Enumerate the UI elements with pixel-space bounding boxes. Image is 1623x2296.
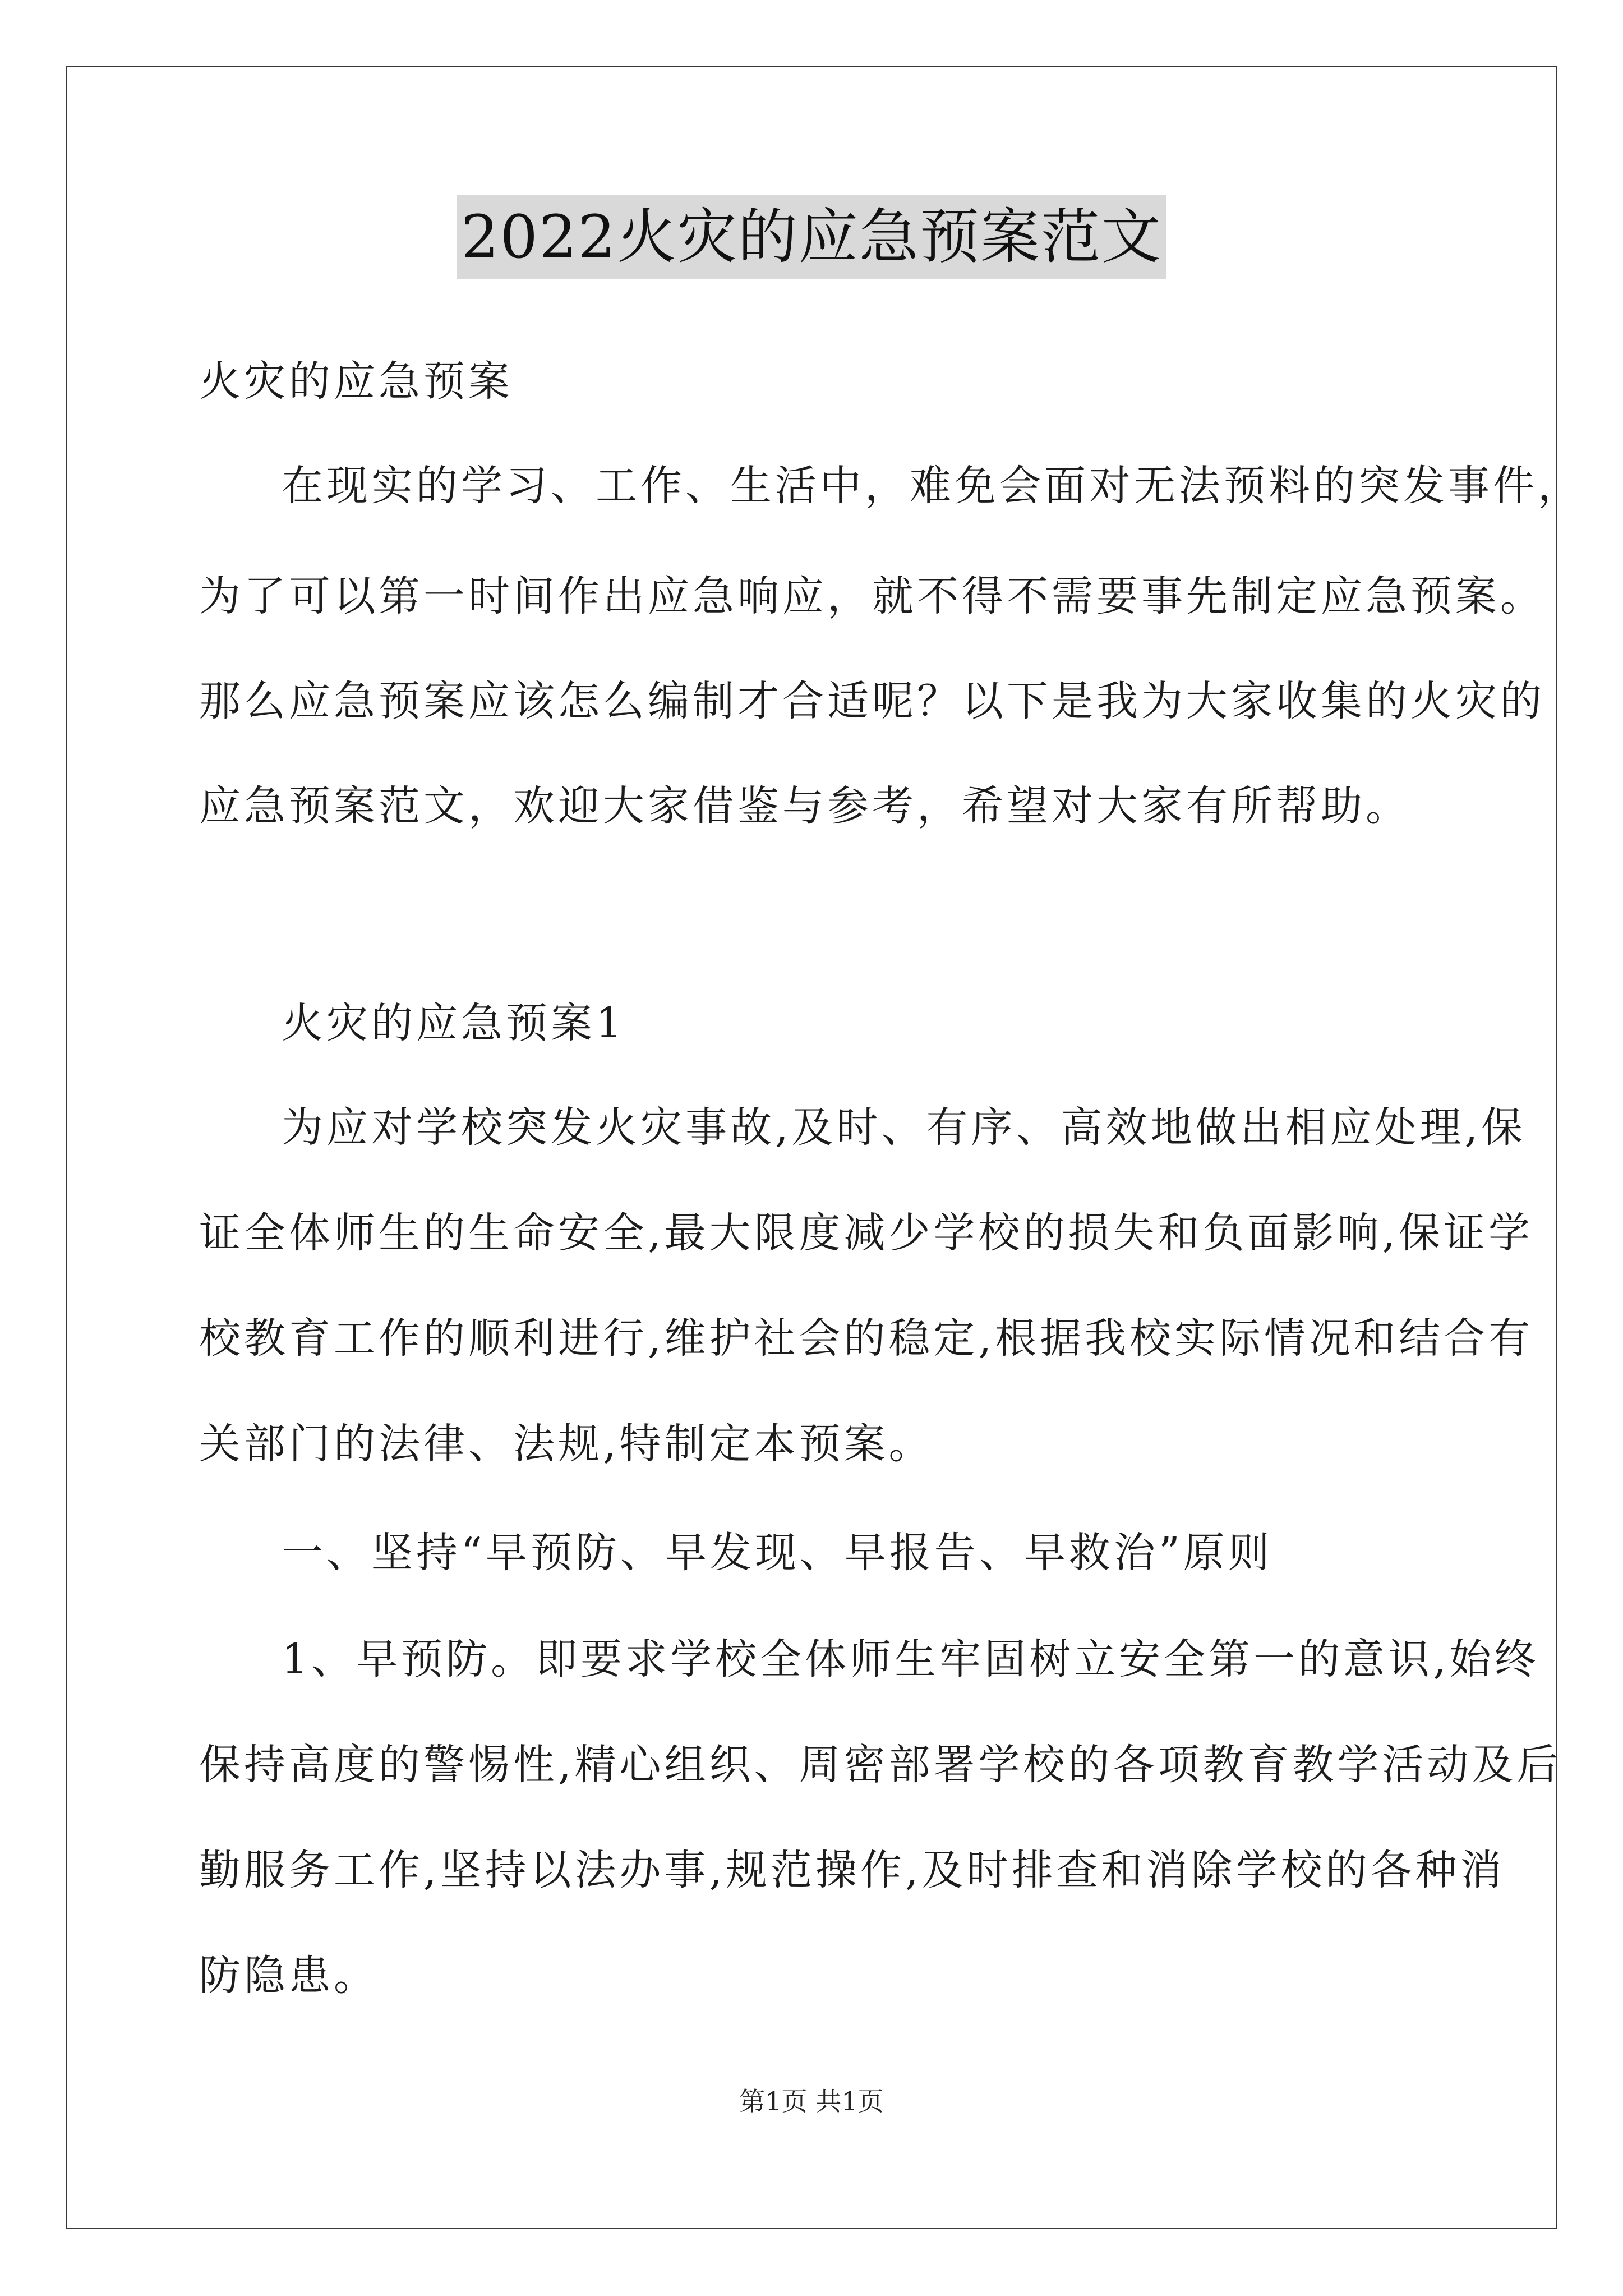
intro-line-1: 在现实的学习、工作、生活中，难免会面对无法预料的突发事件， [282,462,1583,510]
page-footer: 第1页 共1页 [739,2086,884,2116]
para1-line-3: 校教育工作的顺利进行,维护社会的稳定,根据我校实际情况和结合有 [199,1314,1534,1363]
title-container [0,195,1623,279]
document-title: 2022火灾的应急预案范文 [457,195,1166,279]
para2-line-4: 防隐患。 [199,1952,379,2000]
para1-line-4: 关部门的法律、法规,特制定本预案。 [199,1420,934,1468]
intro-line-2: 为了可以第一时间作出应急响应，就不得不需要事先制定应急预案。 [199,572,1545,620]
intro-line-4: 应急预案范文，欢迎大家借鉴与参考，希望对大家有所帮助。 [199,782,1410,830]
section-heading: 火灾的应急预案1 [282,999,626,1047]
para2-line-3: 勤服务工作,坚持以法办事,规范操作,及时排查和消除学校的各种消 [199,1846,1505,1894]
intro-line-3: 那么应急预案应该怎么编制才合适呢？以下是我为大家收集的火灾的 [199,677,1545,725]
document-subtitle: 火灾的应急预案 [199,357,513,406]
para2-line-1: 1、早预防。即要求学校全体师生牢固树立安全第一的意识,始终 [282,1635,1539,1683]
principle-heading: 一、坚持“早预防、早发现、早报告、早救治”原则 [282,1529,1273,1577]
para1-line-2: 证全体师生的生命安全,最大限度减少学校的损失和负面影响,保证学 [199,1209,1534,1257]
para2-line-2: 保持高度的警惕性,精心组织、周密部署学校的各项教育教学活动及后 [199,1741,1562,1789]
para1-line-1: 为应对学校突发火灾事故,及时、有序、高效地做出相应处理,保 [282,1103,1527,1152]
